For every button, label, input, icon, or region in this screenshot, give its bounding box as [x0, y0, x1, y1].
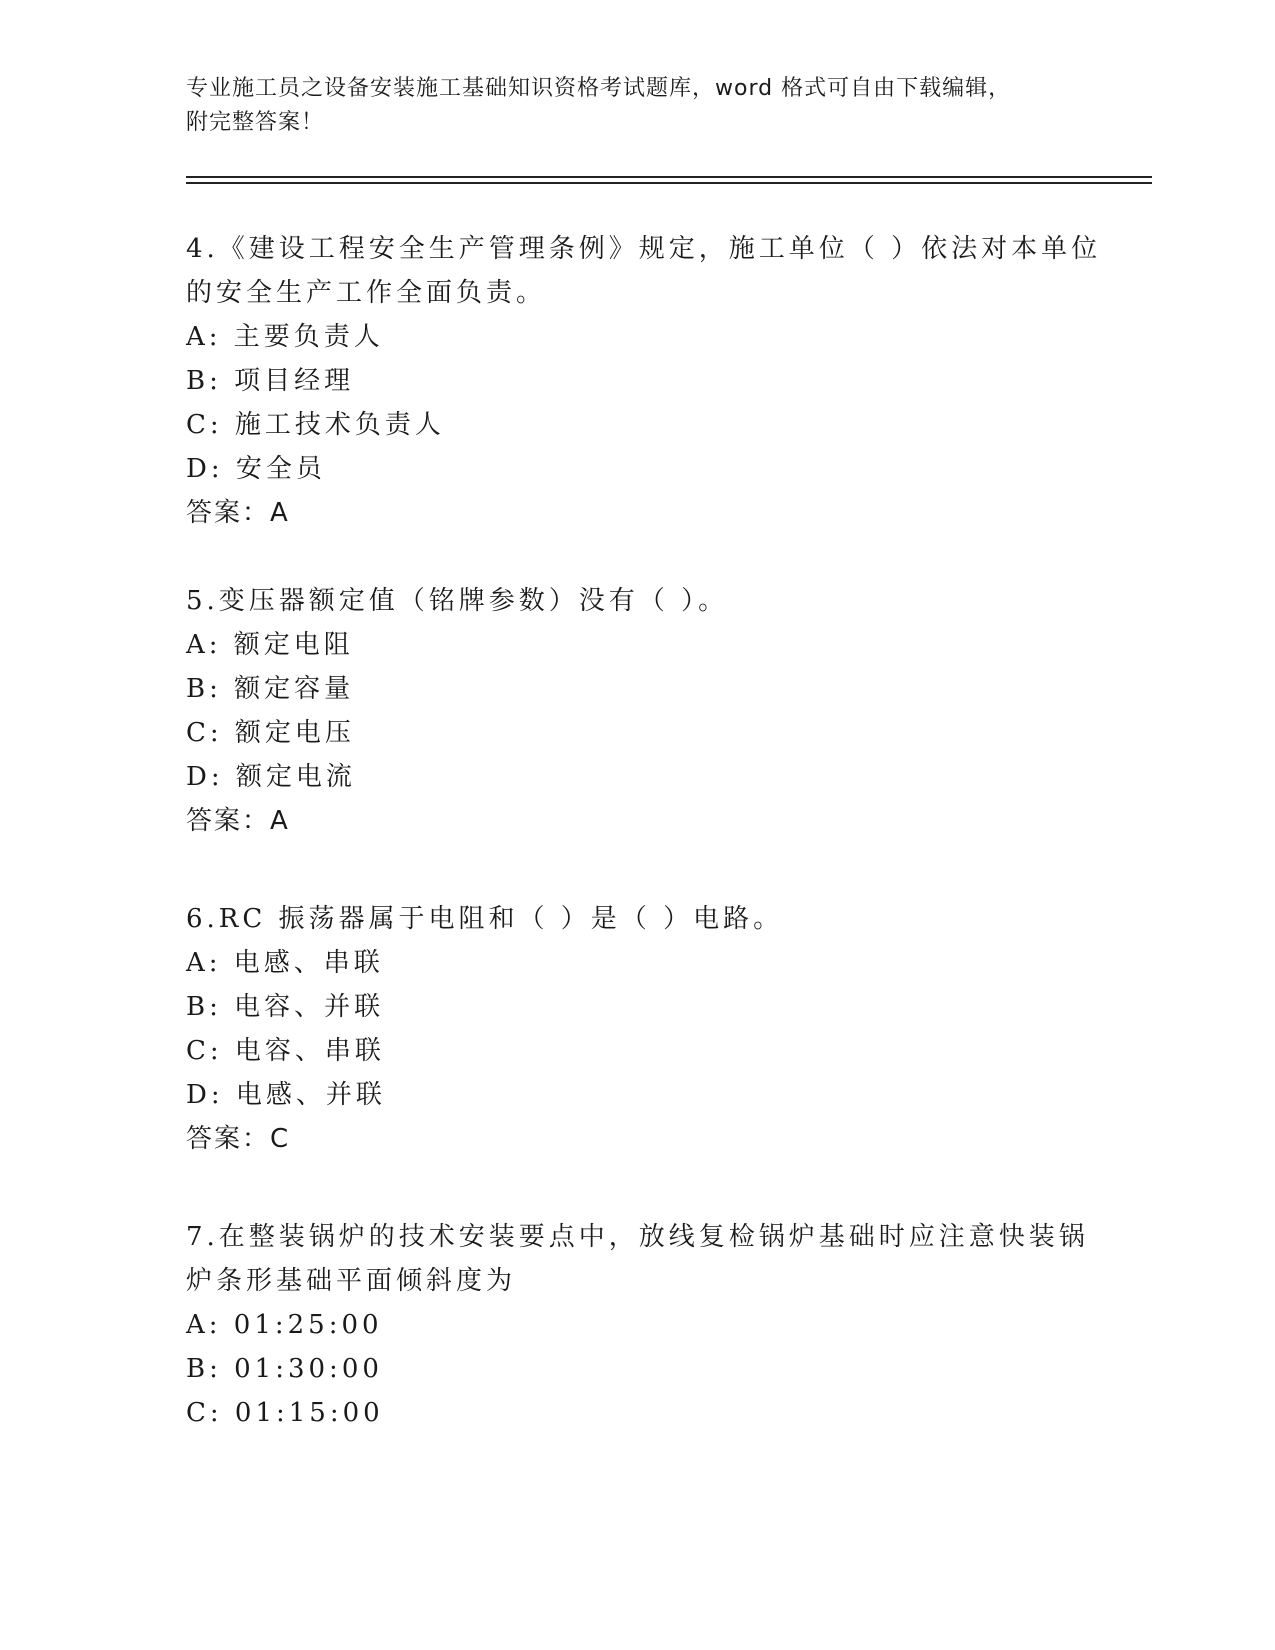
- option-c: C: 施工技术负责人: [186, 410, 445, 440]
- answer-line: 答案：A: [186, 806, 290, 836]
- question-stem-line-2: 的安全生产工作全面负责。: [186, 278, 547, 308]
- header-divider-top: [186, 176, 1152, 178]
- header-line-2: 附完整答案！: [186, 110, 325, 135]
- answer-line: 答案：C: [186, 1124, 291, 1154]
- header-divider-bottom: [186, 182, 1152, 184]
- question-stem-line-1: 5.变压器额定值（铭牌参数）没有（ ）。: [186, 586, 729, 616]
- option-b: B: 电容、并联: [186, 992, 385, 1022]
- option-a: A: 主要负责人: [186, 322, 384, 352]
- question-stem-line-1: 7.在整装锅炉的技术安装要点中，放线复检锅炉基础时应注意快装锅: [186, 1222, 1089, 1252]
- option-d: D: 安全员: [186, 454, 326, 484]
- document-header: [186, 72, 1086, 140]
- header-line-1: 专业施工员之设备安装施工基础知识资格考试题库，word 格式可自由下载编辑，: [186, 76, 1012, 101]
- question-stem-line-1: 4.《建设工程安全生产管理条例》规定，施工单位（ ）依法对本单位: [186, 234, 1102, 264]
- option-a: A: 额定电阻: [186, 630, 354, 660]
- option-a: A: 01:25:00: [186, 1310, 383, 1340]
- answer-line: 答案：A: [186, 498, 290, 528]
- option-c: C: 01:15:00: [186, 1398, 384, 1428]
- option-d: D: 额定电流: [186, 762, 356, 792]
- question-stem-line-1: 6.RC 振荡器属于电阻和（ ）是（ ）电路。: [186, 904, 784, 934]
- option-a: A: 电感、串联: [186, 948, 384, 978]
- option-c: C: 电容、串联: [186, 1036, 385, 1066]
- option-b: B: 额定容量: [186, 674, 355, 704]
- question-stem-line-2: 炉条形基础平面倾斜度为: [186, 1266, 517, 1296]
- option-d: D: 电感、并联: [186, 1080, 386, 1110]
- option-b: B: 项目经理: [186, 366, 355, 396]
- option-c: C: 额定电压: [186, 718, 355, 748]
- option-b: B: 01:30:00: [186, 1354, 383, 1384]
